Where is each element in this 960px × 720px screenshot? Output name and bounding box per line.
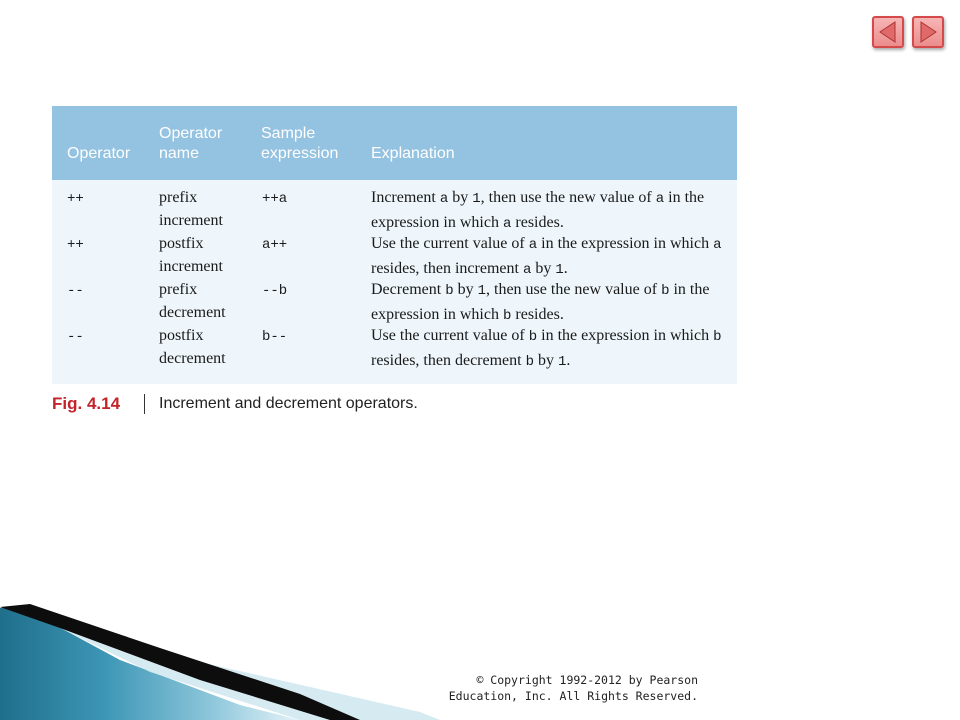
- operator-cell: ++: [67, 237, 84, 253]
- sample-expression-cell: b--: [262, 329, 288, 345]
- code-token: b: [528, 329, 538, 345]
- code-token: a: [522, 262, 532, 278]
- operator-name-cell: prefix decrement: [159, 281, 226, 321]
- explanation-text: , then use the new value of: [486, 281, 662, 298]
- code-token: a: [655, 191, 665, 207]
- header-sample-expression: Sample expression: [261, 125, 339, 162]
- operator-cell: --: [67, 329, 84, 345]
- operator-name-cell: postfix decrement: [159, 327, 226, 367]
- code-token: b: [502, 308, 512, 324]
- code-token: a: [713, 237, 722, 253]
- header-operator-name: Operator name: [159, 125, 223, 162]
- sample-expression-cell: ++a: [262, 191, 288, 207]
- explanation-text: resides.: [511, 214, 564, 231]
- explanation-text: by: [448, 189, 473, 206]
- explanation-text: resides, then increment: [371, 260, 523, 277]
- copyright-line-1: © Copyright 1992-2012 by Pearson: [476, 673, 698, 687]
- code-token: a: [528, 237, 538, 253]
- code-token: a: [439, 191, 449, 207]
- explanation-text: in the expression in which: [537, 235, 714, 252]
- explanation-text: in the expression in which: [537, 327, 714, 344]
- operator-cell: --: [67, 283, 84, 299]
- explanation-text: .: [566, 352, 571, 369]
- code-token: 1: [558, 354, 567, 370]
- explanation-text: resides.: [511, 306, 564, 323]
- code-token: b: [525, 354, 535, 370]
- operator-name-cell: postfix increment: [159, 235, 223, 275]
- code-token: a: [502, 216, 512, 232]
- explanation-text: .: [563, 260, 568, 277]
- explanation-text: by: [453, 281, 478, 298]
- explanation-text: resides, then decrement: [371, 352, 526, 369]
- header-operator: Operator: [67, 145, 131, 162]
- header-explanation: Explanation: [371, 145, 455, 162]
- sample-expression-cell: a++: [262, 237, 288, 253]
- code-token: b: [445, 283, 454, 299]
- operator-cell: ++: [67, 191, 84, 207]
- explanation-text: Use the current value of: [371, 235, 529, 252]
- operator-name-cell: prefix increment: [159, 189, 223, 229]
- explanation-text: , then use the new value of: [480, 189, 656, 206]
- explanation-text: by: [534, 352, 559, 369]
- explanation-text: Increment: [371, 189, 440, 206]
- explanation-text: in the expression in which: [371, 189, 705, 231]
- code-token: 1: [555, 262, 564, 278]
- code-token: 1: [472, 191, 481, 207]
- code-token: b: [713, 329, 722, 345]
- code-token: b: [661, 283, 670, 299]
- copyright-line-2: Education, Inc. All Rights Reserved.: [448, 689, 698, 703]
- copyright-notice: [440, 672, 698, 704]
- caption-text: Increment and decrement operators.: [159, 395, 418, 412]
- explanation-text: Decrement: [371, 281, 446, 298]
- explanation-text: Use the current value of: [371, 327, 529, 344]
- code-token: 1: [477, 283, 486, 299]
- explanation-text: in the expression in which: [371, 281, 710, 323]
- figure-number: Fig. 4.14: [52, 394, 121, 413]
- sample-expression-cell: --b: [262, 283, 288, 299]
- explanation-text: by: [531, 260, 556, 277]
